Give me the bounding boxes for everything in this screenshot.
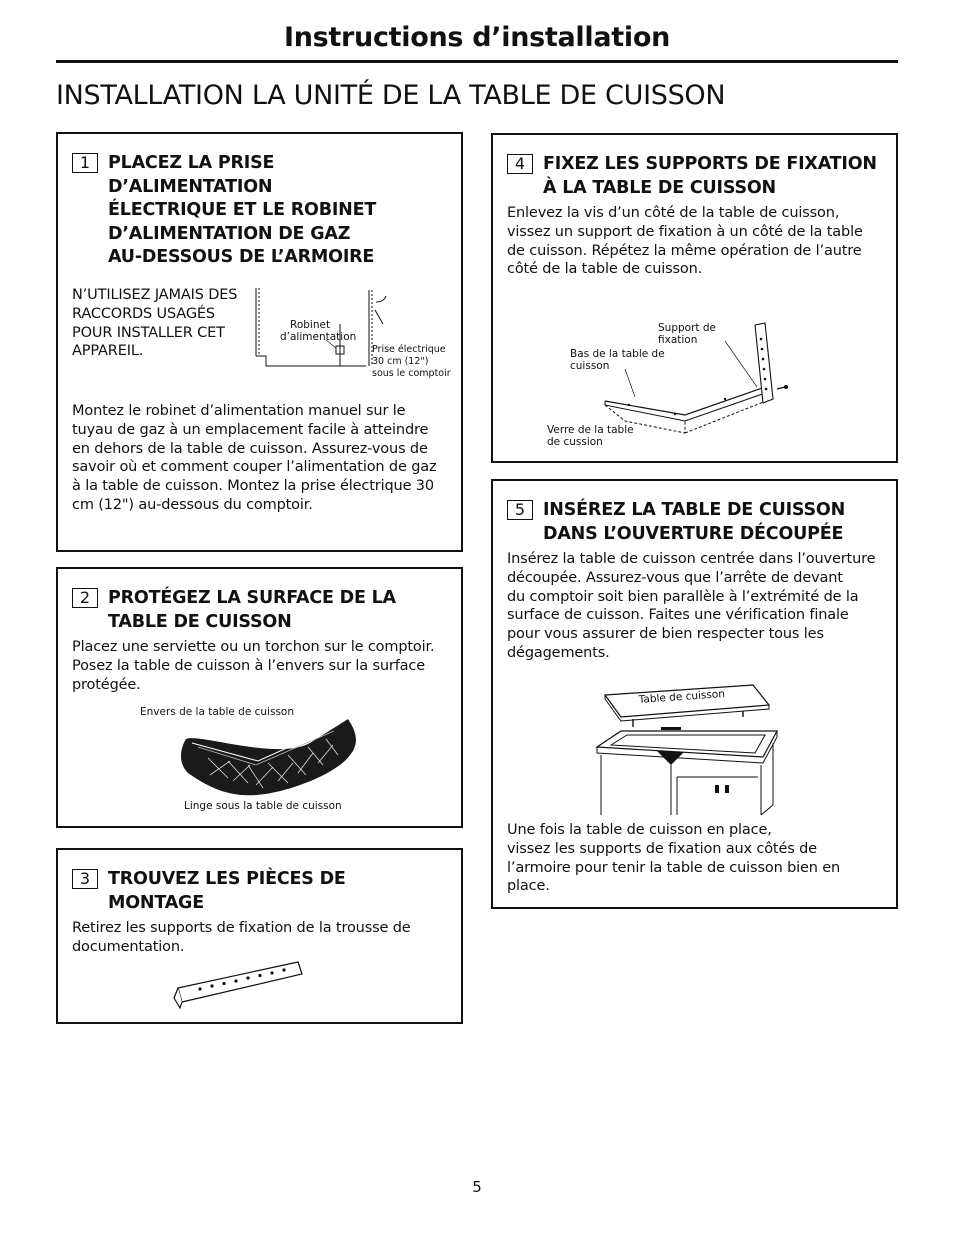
step-3-header bbox=[72, 868, 447, 915]
step-5-body: Insérez la table de cuisson centrée dans l’ouverture découpée. Assurez-vous que l’arrête de devant du comptoir soit bien parallèle à l’extrémité de la surface de cuisson. Faites une vérification finale pour vous assurer de bien respecter tous les dégagements. bbox=[507, 551, 876, 661]
insert-diagram bbox=[593, 673, 783, 818]
step-5-header bbox=[507, 499, 882, 546]
bracket-attach-diagram bbox=[545, 321, 805, 451]
step-title: TROUVEZ LES PIÈCES DE MONTAGE bbox=[108, 869, 346, 913]
svg-text:Envers de la table de cuisson: Envers de la table de cuisson bbox=[140, 706, 294, 718]
step-2-header bbox=[72, 587, 447, 634]
support-label: Support de fixation bbox=[658, 322, 716, 346]
step-number: 3 bbox=[72, 869, 98, 889]
valve-label: Robinet d’alimentation bbox=[280, 319, 357, 343]
glass-label: Verre de la table de cussion bbox=[547, 424, 634, 448]
step-title: INSÉREZ LA TABLE DE CUISSON DANS L’OUVERTURE DÉCOUPÉE bbox=[543, 500, 846, 544]
step-number: 2 bbox=[72, 588, 98, 608]
page-number: 5 bbox=[472, 1178, 482, 1196]
step-4-box bbox=[491, 133, 898, 463]
step-2-body: Placez une serviette ou un torchon sur le comptoir. Posez la table de cuisson à l’envers sur la surface protégée. bbox=[72, 639, 435, 693]
step-3-body: Retirez les supports de fixation de la trousse de documentation. bbox=[72, 920, 411, 955]
step-title: PLACEZ LA PRISE D’ALIMENTATION ÉLECTRIQUE ET LE ROBINET D’ALIMENTATION DE GAZ AU-DESSOUS DE L’ARMOIRE bbox=[108, 153, 377, 267]
warning-text: N’UTILISEZ JAMAIS DES RACCORDS USAGÉS POUR INSTALLER CET APPAREIL. bbox=[72, 287, 238, 360]
outlet-label: Prise électrique 30 cm (12") sous le comptoir bbox=[372, 344, 451, 379]
step-number: 1 bbox=[72, 153, 98, 173]
step-1-body: Montez le robinet d’alimentation manuel sur le tuyau de gaz à un emplacement facile à atteindre en dehors de la table de cuisson. Assurez-vous de savoir où et comment couper l’alimentation de gaz à la table de cuisson. Montez la prise électrique 30 cm (12") au-dessous du comptoir. bbox=[72, 403, 437, 513]
page-title: INSTALLATION LA UNITÉ DE LA TABLE DE CUISSON bbox=[56, 80, 726, 111]
cabinet-diagram bbox=[246, 284, 456, 384]
bracket-icon bbox=[170, 958, 310, 1014]
towel-diagram bbox=[138, 703, 398, 813]
step-4-body: Enlevez la vis d’un côté de la table de cuisson, vissez un support de fixation à un côté de la table de cuisson. Répétez la même opération de l’autre côté de la table de cuisson. bbox=[507, 205, 863, 278]
step-title: PROTÉGEZ LA SURFACE DE LA TABLE DE CUISSON bbox=[108, 588, 396, 632]
svg-text:Table de cuisson: Table de cuisson bbox=[638, 688, 726, 706]
svg-text:Linge sous la table de cuisson: Linge sous la table de cuisson bbox=[184, 800, 342, 812]
step-number: 5 bbox=[507, 500, 533, 520]
step-3-box bbox=[56, 848, 463, 1024]
step-title: FIXEZ LES SUPPORTS DE FIXATION À LA TABLE DE CUISSON bbox=[543, 154, 877, 198]
step-1-header bbox=[72, 152, 447, 270]
header-rule bbox=[56, 60, 898, 63]
step-5-box bbox=[491, 479, 898, 909]
step-4-header bbox=[507, 153, 882, 200]
header-title: Instructions d’installation bbox=[283, 22, 670, 53]
step-5-after: Une fois la table de cuisson en place, vissez les supports de fixation aux côtés de l’armoire pour tenir la table de cuisson bien en place. bbox=[507, 822, 841, 895]
step-number: 4 bbox=[507, 154, 533, 174]
step-1-box bbox=[56, 132, 463, 552]
bottom-label: Bas de la table de cuisson bbox=[570, 348, 665, 372]
step-2-box bbox=[56, 567, 463, 828]
